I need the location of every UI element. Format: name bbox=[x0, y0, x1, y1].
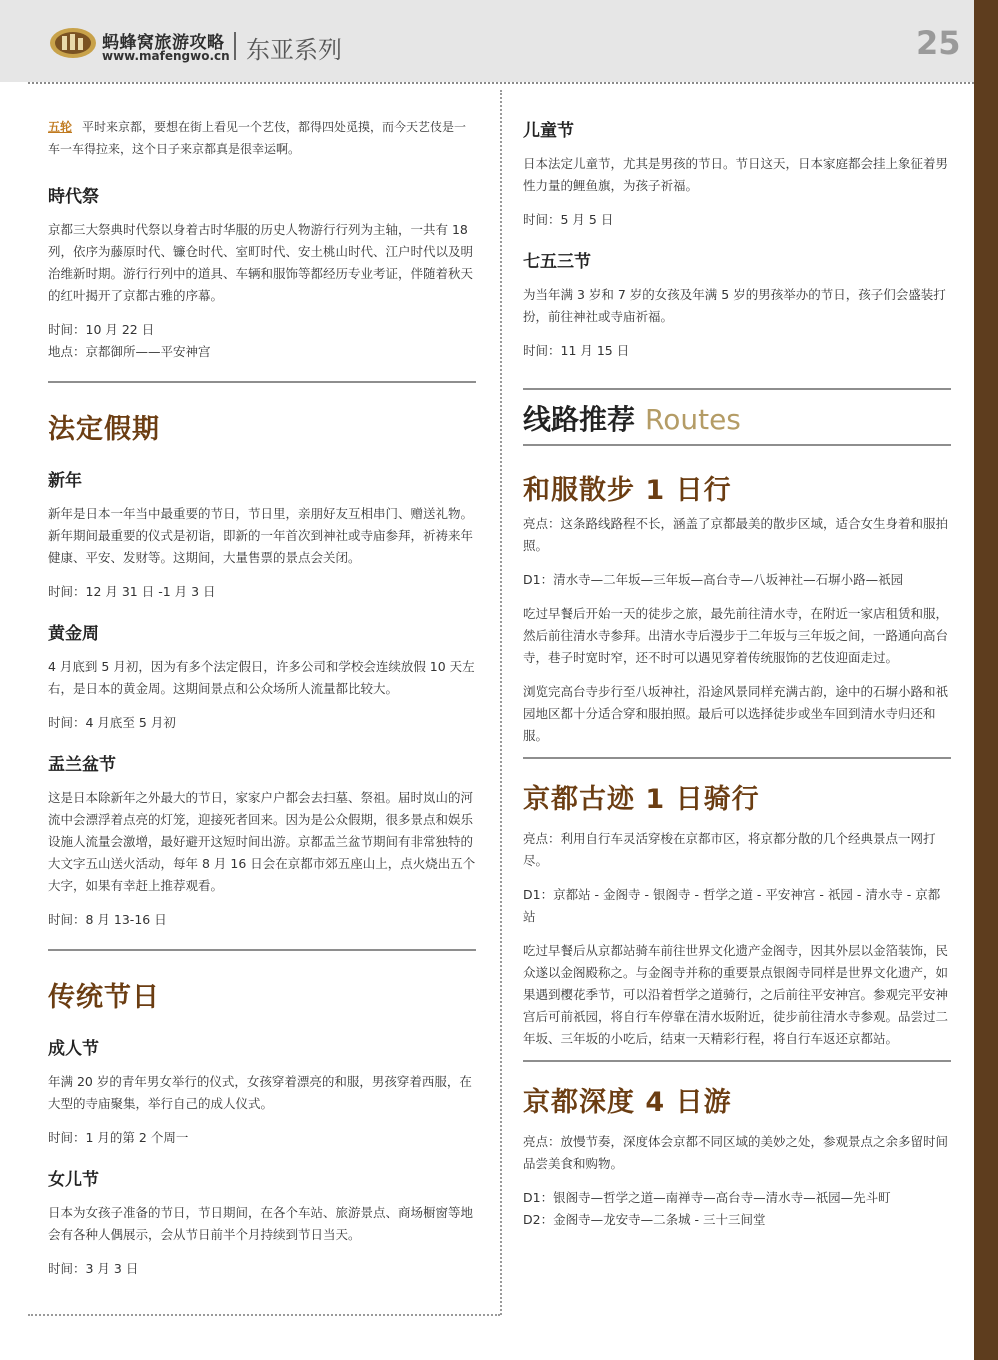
festival-time: 时间：3 月 3 日 bbox=[48, 1261, 139, 1276]
route-highlight: 亮点：放慢节奏，深度体会京都不同区域的美妙之处，参观景点之余多留时间品尝美食和购物。 bbox=[523, 1134, 949, 1171]
festival-title: 七五三节 bbox=[523, 252, 591, 272]
holiday-body: 新年是日本一年当中最重要的节日，节日里，亲朋好友互相串门、赠送礼物。新年期间最重要的仪式是初诣，即新的一年首次到神社或寺庙参拜，祈祷来年健康、平安、发财等。这期间，大量售票的景点会关闭。 bbox=[48, 506, 474, 565]
page-number: 25 bbox=[916, 24, 961, 62]
holiday-title: 新年 bbox=[48, 471, 82, 491]
series-name: 东亚系列 bbox=[246, 36, 342, 64]
holiday-body: 4 月底到 5 月初，因为有多个法定假日，许多公司和学校会连续放假 10 天左右，是日本的黄金周。这期间景点和公众场所人流量都比较大。 bbox=[48, 659, 475, 696]
column-divider bbox=[500, 90, 502, 1315]
route-highlight: 亮点：这条路线路程不长，涵盖了京都最美的散步区域，适合女生身着和服拍照。 bbox=[523, 516, 949, 553]
brand-name: 蚂蜂窝旅游攻略 bbox=[102, 33, 225, 53]
holiday-time: 时间：4 月底至 5 月初 bbox=[48, 715, 176, 730]
right-column bbox=[523, 116, 951, 1231]
header-divider bbox=[28, 82, 974, 84]
festival-body: 日本法定儿童节，尤其是男孩的节日。节日这天，日本家庭都会挂上象征着男性力量的鲤鱼旗，为孩子祈福。 bbox=[523, 156, 949, 193]
festival-body: 日本为女孩子准备的节日，节日期间，在各个车站、旅游景点、商场橱窗等地会有各种人偶展示，会从节日前半个月持续到节日当天。 bbox=[48, 1205, 474, 1242]
route-day-plan: D1：京都站 - 金阁寺 - 银阁寺 - 哲学之道 - 平安神宫 - 祇园 - 清水寺 - 京都站 bbox=[523, 887, 941, 924]
routes-header bbox=[523, 398, 951, 438]
festival-body: 年满 20 岁的青年男女举行的仪式，女孩穿着漂亮的和服，男孩穿着西服，在大型的寺庙聚集，举行自己的成人仪式。 bbox=[48, 1074, 472, 1111]
route-description: 浏览完高台寺步行至八坂神社，沿途风景同样充满古韵，途中的石塀小路和祇园地区都十分适合穿和服拍照。最后可以选择徒步或坐车回到清水寺归还和服。 bbox=[523, 684, 949, 743]
route-highlight: 亮点：利用自行车灵活穿梭在京都市区，将京都分散的几个经典景点一网打尽。 bbox=[523, 831, 936, 868]
route-description: 吃过早餐后从京都站骑车前往世界文化遗产金阁寺，因其外层以金箔装饰，民众遂以金阁殿称之。与金阁寺并称的重要景点银阁寺同样是世界文化遗产，如果遇到樱花季节，可以沿着哲学之道骑行，之后前往平安神宫。参观完平安神宫后可前祇园，将自行车停靠在清水坂附近，徒步前往清水寺参观。品尝过二年坂、三年坂的小吃后，结束一天精彩行程，将自行车返还京都站。 bbox=[523, 943, 949, 1046]
brand-url: www.mafengwo.cn bbox=[102, 49, 230, 63]
festival-body: 为当年满 3 岁和 7 岁的女孩及年满 5 岁的男孩举办的节日，孩子们会盛装打扮，前往神社或寺庙祈福。 bbox=[523, 287, 946, 324]
holiday-time: 时间：8 月 13-16 日 bbox=[48, 912, 167, 927]
route-day-plan: D2：金阁寺—龙安寺—二条城 - 三十三间堂 bbox=[523, 1212, 766, 1227]
route-description: 吃过早餐后开始一天的徒步之旅，最先前往清水寺，在附近一家店租赁和服，然后前往清水寺参拜。出清水寺后漫步于二年坂与三年坂之间，一路通向高台寺，巷子时宽时窄，还不时可以遇见穿着传统服饰的艺伎迎面走过。 bbox=[523, 606, 949, 665]
page-header bbox=[0, 0, 974, 82]
festival-title: 成人节 bbox=[48, 1039, 99, 1059]
route-day-plan: D1：清水寺—二年坂—三年坂—高台寺—八坂神社—石塀小路—祇园 bbox=[523, 572, 904, 587]
bottom-divider bbox=[28, 1314, 500, 1316]
festival-title: 女儿节 bbox=[48, 1170, 99, 1190]
left-column bbox=[48, 116, 476, 1280]
jidaimatsuri-body: 京都三大祭典时代祭以身着古时华服的历史人物游行行列为主轴，一共有 18 列，依序为藤原时代、镰仓时代、室町时代、安土桃山时代、江户时代以及明治维新时期。游行行列中的道具、车辆和服饰等都经历专业考证，伴随着秋天的红叶揭开了京都古雅的序幕。 bbox=[48, 222, 474, 303]
festival-title: 儿童节 bbox=[523, 121, 574, 141]
routes-header-en: Routes bbox=[645, 403, 741, 436]
traveler-tip bbox=[48, 116, 476, 160]
right-edge-bar bbox=[974, 0, 998, 1360]
tip-author[interactable]: 五轮 bbox=[48, 120, 73, 134]
holiday-time: 时间：12 月 31 日 -1 月 3 日 bbox=[48, 584, 216, 599]
holiday-body: 这是日本除新年之外最大的节日，家家户户都会去扫墓、祭祖。届时岚山的河流中会漂浮着点亮的灯笼，迎接死者回来。因为是公众假期，很多景点和娱乐设施人流量会激增，最好避开这短时间出游。京都盂兰盆节期间有非常独特的大文字五山送火活动，每年 8 月 16 日会在京都市郊五座山上，点火烧出五个大字，如果有幸赶上推荐观看。 bbox=[48, 790, 476, 893]
mafengwo-logo-icon bbox=[48, 26, 98, 60]
traditional-section-title: 传统节日 bbox=[48, 982, 160, 1013]
holiday-title: 盂兰盆节 bbox=[48, 755, 116, 775]
jidaimatsuri-time: 时间：10 月 22 日 bbox=[48, 322, 155, 337]
route-title: 京都古迹 1 日骑行 bbox=[523, 784, 760, 815]
header-separator bbox=[234, 32, 236, 60]
festival-time: 时间：1 月的第 2 个周一 bbox=[48, 1130, 189, 1145]
route-title: 京都深度 4 日游 bbox=[523, 1087, 732, 1118]
holiday-title: 黄金周 bbox=[48, 624, 99, 644]
holidays-section-title: 法定假期 bbox=[48, 414, 160, 445]
festival-time: 时间：11 月 15 日 bbox=[523, 343, 630, 358]
festival-time: 时间：5 月 5 日 bbox=[523, 212, 614, 227]
route-day-plan: D1：银阁寺—哲学之道—南禅寺—高台寺—清水寺—祇园—先斗町 bbox=[523, 1190, 891, 1205]
routes-header-zh: 线路推荐 bbox=[523, 403, 636, 436]
jidaimatsuri-title: 時代祭 bbox=[48, 187, 99, 207]
route-title: 和服散步 1 日行 bbox=[523, 475, 732, 506]
jidaimatsuri-place: 地点：京都御所——平安神宫 bbox=[48, 344, 211, 359]
tip-text: 平时来京都，要想在街上看见一个艺伎，都得四处觅摸，而今天艺伎是一车一车得拉来，这个日子来京都真是很幸运啊。 bbox=[48, 120, 467, 156]
